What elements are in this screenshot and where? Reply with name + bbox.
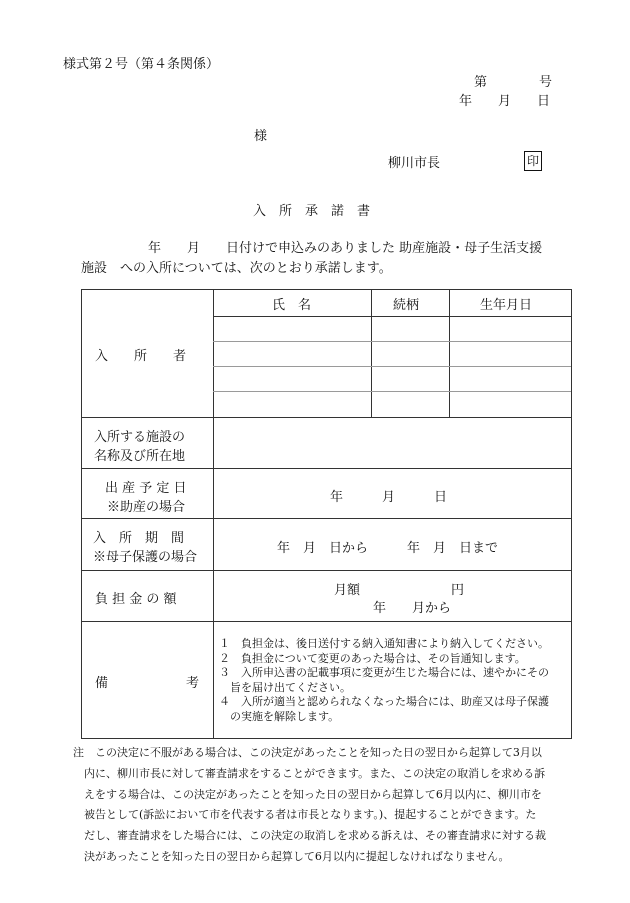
col-header-birthdate: 生年月日 (480, 298, 533, 313)
issue-date: 年 月 日 (459, 94, 551, 109)
col-header-relation: 続柄 (393, 298, 420, 313)
row-label-due-note: ※助産の場合 (107, 500, 186, 515)
footnote-line: 内に、柳川市長に対して審査請求をすることができます。また、この決定の取消しを求める訴 (73, 766, 546, 780)
row-label-facility-2: 名称及び所在地 (94, 449, 186, 464)
row-label-facility-1: 入所する施設の (94, 430, 186, 445)
row-label-residents: 入 所 者 (95, 349, 187, 364)
remark-item: 旨を届け出てください。 (219, 680, 351, 694)
row-label-period: 入 所 期 間 (93, 531, 185, 546)
footnote-line: 被告として(訴訟において市を代表する者は市長となります。)、提起することができます。た (73, 808, 537, 822)
row-label-remarks-2: 考 (186, 676, 200, 691)
due-date-value: 年 月 日 (330, 490, 448, 505)
intro-line-2: 施設 への入所については、次のとおり承諾します。 (81, 261, 392, 276)
remarks-list (219, 637, 569, 725)
intro-line-1: 年 月 日付けで申込みのありました 助産施設・母子生活支援 (148, 241, 543, 256)
remark-item: ４ 入所が適当と認められなくなった場合には、助産又は母子保護 (219, 695, 549, 709)
issuer-name: 柳川市長 (388, 156, 441, 171)
remark-item: ３ 入所申込書の記載事項に変更が生じた場合には、速やかにその (219, 666, 549, 680)
remark-item: ２ 負担金について変更のあった場合は、その旨通知します。 (219, 651, 526, 665)
col-header-name: 氏 名 (272, 298, 312, 313)
period-value: 年 月 日から 年 月 日まで (277, 541, 499, 556)
footnote-line: 注 この決定に不服がある場合は、この決定があったことを知った日の翌日から起算して3月以 (73, 746, 542, 759)
document-title: 入 所 承 諾 書 (253, 204, 371, 219)
footnote-line: 決があったことを知った日の翌日から起算して6月以内に提起しなければなりません。 (73, 849, 510, 863)
form-number: 様式第２号（第４条関係） (63, 57, 220, 72)
addressee-suffix: 様 (254, 129, 268, 144)
footnote-line: えをする場合は、この決定があったことを知った日の翌日から起算して6月以内に、柳川市を (73, 787, 542, 801)
burden-start-value: 年 月から (373, 601, 452, 616)
footnote (73, 743, 573, 868)
row-label-period-note: ※母子保護の場合 (93, 550, 198, 565)
row-label-burden: 負 担 金 の 額 (95, 592, 177, 607)
seal-mark: 印 (524, 151, 542, 171)
remark-item: １ 負担金は、後日送付する納入通知書により納入してください。 (219, 637, 549, 650)
row-label-due-date: 出 産 予 定 日 (105, 481, 187, 496)
document-number: 第 号 (474, 75, 553, 90)
row-label-remarks-1: 備 (95, 676, 109, 691)
burden-monthly-value: 月額 円 (334, 583, 465, 598)
remark-item: の実施を解除します。 (219, 709, 340, 723)
footnote-line: だし、審査請求をした場合には、この決定の取消しを求める訴えは、その審査請求に対する裁 (73, 829, 546, 843)
